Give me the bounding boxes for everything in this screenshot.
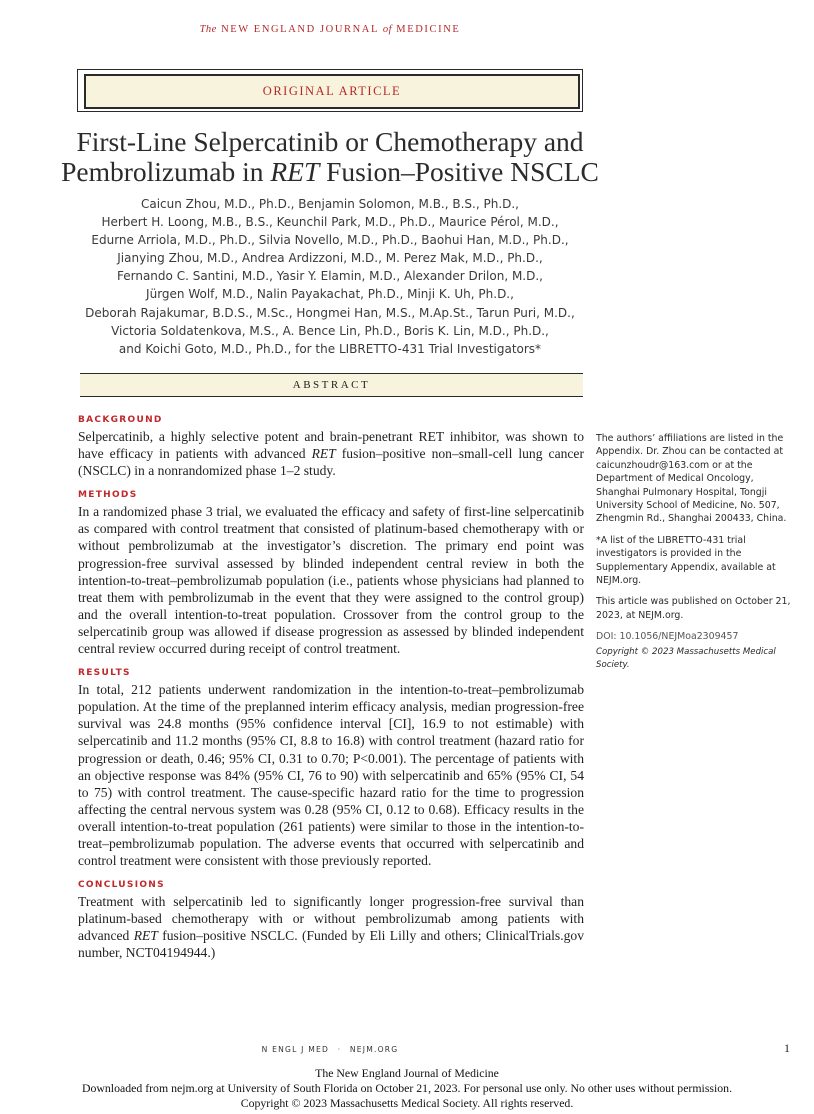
background-text (78, 428, 584, 479)
author-line: Herbert H. Loong, M.B., B.S., Keunchil Park, M.D., Ph.D., Maurice Pérol, M.D., (101, 215, 559, 230)
notice-line-1: The New England Journal of Medicine (315, 1066, 499, 1080)
journal-header (80, 24, 580, 35)
title-line-2 (60, 157, 600, 187)
article-type-banner (77, 69, 583, 112)
author-line: Deborah Rajakumar, B.D.S., M.Sc., Hongmei Han, M.S., M.Ap.St., Tarun Puri, M.D., (85, 305, 575, 320)
abstract-body (78, 414, 584, 972)
journal-header-name: NEW ENGLAND JOURNAL (221, 24, 379, 35)
download-notice (0, 1066, 814, 1111)
conclusions-heading: CONCLUSIONS (78, 880, 165, 891)
copyright-note: Copyright © 2023 Massachusetts Medical Society. (596, 646, 776, 671)
abstract-label: ABSTRACT (292, 379, 371, 391)
footer-journal-line (80, 1045, 580, 1054)
title-line-2-pre: Pembrolizumab in (61, 156, 271, 187)
author-list (60, 195, 600, 358)
conclusions-text-2: fusion–positive NSCLC. (Funded by Eli Lilly and others; ClinicalTrials.gov number, NCT04194944.) (78, 928, 584, 961)
title-gene: RET (270, 156, 320, 187)
abstract-banner (80, 373, 583, 397)
author-line: Victoria Soldatenkova, M.S., A. Bence Lin, Ph.D., Boris K. Lin, M.D., Ph.D., (111, 323, 549, 338)
background-text-1: Selpercatinib, a highly selective potent and brain-penetrant RET inhibitor, was shown to have efficacy in patients with advanced (78, 429, 584, 462)
footer-journal-abbrev: N ENGL J MED (261, 1045, 330, 1054)
author-line: Jürgen Wolf, M.D., Nalin Payakachat, Ph.D., Minji K. Uh, Ph.D., (146, 287, 514, 302)
affiliations-note: The authors’ affiliations are listed in the Appendix. Dr. Zhou can be contacted at caicunzhoudr@163.com or at the Department of Medical Oncology, Shanghai Pulmonary Hospital, Tongji University School of Medicine, No. 507, Zhengmin Rd., Shanghai 200433, China. (596, 433, 787, 525)
notice-line-3: Copyright © 2023 Massachusetts Medical Society. All rights reserved. (240, 1096, 574, 1110)
author-line: Jianying Zhou, M.D., Andrea Ardizzoni, M.D., M. Perez Mak, M.D., Ph.D., (117, 251, 543, 266)
background-text-2: fusion–positive non–small-cell lung cancer (NSCLC) in a nonrandomized phase 1–2 study. (78, 446, 584, 479)
investigators-note: *A list of the LIBRETTO-431 trial investigators is provided in the Supplementary Appendix, available at NEJM.org. (596, 534, 776, 587)
methods-text: In a randomized phase 3 trial, we evaluated the efficacy and safety of first-line selpercatinib as compared with control treatment that consisted of platinum-based chemotherapy with or without pembrolizumab at the investigator’s discretion. The primary end point was progression-free survival assessed by blinded independent central review in both the intention-to-treat–pembrolizumab population (i.e., patients whose physicians had planned to treat them with pembrolizumab in the event that they were assigned to the control group) and the overall intention-to-treat population. Crossover from the control group to the selpercatinib group was allowed if disease progression as assessed by blinded independent central review occurred during receipt of control treatment. (78, 504, 584, 657)
sidebar-notes (596, 432, 794, 681)
conclusions-gene: RET (133, 928, 158, 944)
background-heading: BACKGROUND (78, 415, 163, 425)
footer-site: NEJM.ORG (349, 1045, 399, 1054)
results-text: In total, 212 patients underwent randomization in the intention-to-treat–pembrolizumab population. At the time of the preplanned interim efficacy analysis, median progression-free survival was 24.8 months (95% confidence interval [CI], 16.9 to not estimable) with selpercatinib and 11.2 months (95% CI, 8.8 to 16.8) with control treatment (hazard ratio for progression or death, 0.46; 95% CI, 0.31 to 0.70; P<0.001). The percentage of patients with an objective response was 84% (95% CI, 76 to 90) with selpercatinib and 65% (95% CI, 54 to 75) with control treatment. The cause-specific hazard ratio for the time to progression affecting the central nervous system was 0.28 (95% CI, 0.12 to 0.68). Efficacy results in the overall intention-to-treat population (261 patients) were similar to those in the intention-to-treat–pembrolizumab population. The adverse events that occurred with selpercatinib and control treatment were consistent with those previously reported. (78, 682, 584, 869)
title-line-1: First-Line Selpercatinib or Chemotherapy and (76, 126, 584, 157)
background-gene: RET (311, 446, 336, 462)
footer-separator: · (337, 1045, 342, 1054)
title-line-2-post: Fusion–Positive NSCLC (319, 156, 599, 187)
article-type-label: ORIGINAL ARTICLE (84, 74, 580, 109)
journal-header-medicine: MEDICINE (396, 24, 461, 35)
conclusions-text (78, 893, 584, 961)
conclusions-text-1: Treatment with selpercatinib led to significantly longer progression-free survival than platinum-based chemotherapy with or without pembrolizumab among patients with advanced (78, 894, 584, 944)
author-line: and Koichi Goto, M.D., Ph.D., for the LIBRETTO-431 Trial Investigators* (118, 341, 542, 356)
author-line: Fernando C. Santini, M.D., Yasir Y. Elamin, M.D., Alexander Drilon, M.D., (117, 269, 543, 284)
doi-text: DOI: 10.1056/NEJMoa2309457 (596, 631, 739, 643)
page-number: 1 (784, 1041, 790, 1055)
publication-note: This article was published on October 21, 2023, at NEJM.org. (596, 596, 791, 621)
journal-header-of: of (382, 24, 393, 35)
methods-heading: METHODS (78, 490, 138, 501)
journal-header-the: The (199, 24, 217, 35)
article-title (60, 127, 600, 187)
results-heading: RESULTS (78, 668, 131, 679)
author-line: Edurne Arriola, M.D., Ph.D., Silvia Novello, M.D., Ph.D., Baohui Han, M.D., Ph.D., (91, 233, 569, 248)
author-line: Caicun Zhou, M.D., Ph.D., Benjamin Solomon, M.B., B.S., Ph.D., (140, 197, 519, 211)
notice-line-2: Downloaded from nejm.org at University of South Florida on October 21, 2023. For personal use only. No other uses without permission. (81, 1081, 733, 1095)
